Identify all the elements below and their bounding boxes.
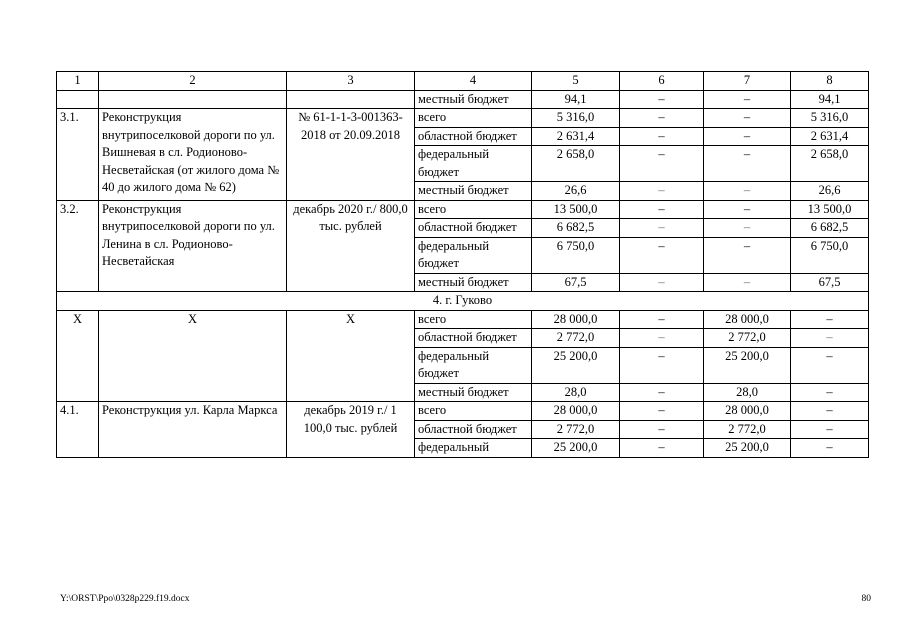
- value-cell: 5 316,0: [791, 109, 869, 128]
- num-cell: 3.1.: [57, 109, 99, 201]
- value-cell: –: [620, 90, 704, 109]
- value-cell: –: [791, 439, 869, 458]
- budget-cell: федеральный бюджет: [415, 237, 532, 273]
- value-cell: 25 200,0: [532, 347, 620, 383]
- table-header-row: [57, 72, 869, 91]
- financing-table: [56, 71, 869, 458]
- num-cell: Х: [57, 310, 99, 402]
- page-number: 80: [861, 594, 871, 604]
- value-cell: –: [704, 219, 791, 238]
- value-cell: –: [791, 310, 869, 329]
- value-cell: –: [620, 383, 704, 402]
- budget-cell: местный бюджет: [415, 182, 532, 201]
- value-cell: –: [620, 237, 704, 273]
- value-cell: 28,0: [704, 383, 791, 402]
- budget-cell: областной бюджет: [415, 329, 532, 348]
- value-cell: –: [791, 420, 869, 439]
- value-cell: 28 000,0: [532, 402, 620, 421]
- num-cell: 3.2.: [57, 200, 99, 292]
- num-cell: [57, 90, 99, 109]
- value-cell: 28 000,0: [704, 310, 791, 329]
- value-cell: 28 000,0: [704, 402, 791, 421]
- value-cell: 13 500,0: [532, 200, 620, 219]
- value-cell: –: [704, 237, 791, 273]
- budget-cell: областной бюджет: [415, 219, 532, 238]
- budget-cell: областной бюджет: [415, 420, 532, 439]
- name-cell: Реконструкция внутрипоселковой дороги по ул. Ленина в сл. Родионово-Несветайская: [99, 200, 287, 292]
- value-cell: 25 200,0: [704, 439, 791, 458]
- value-cell: –: [791, 383, 869, 402]
- value-cell: 2 772,0: [532, 329, 620, 348]
- value-cell: –: [620, 273, 704, 292]
- value-cell: 26,6: [791, 182, 869, 201]
- budget-cell: всего: [415, 109, 532, 128]
- value-cell: 2 772,0: [704, 420, 791, 439]
- value-cell: 25 200,0: [532, 439, 620, 458]
- section-heading-row: [57, 292, 869, 311]
- header-cell: 8: [791, 72, 869, 91]
- value-cell: –: [704, 90, 791, 109]
- header-cell: 1: [57, 72, 99, 91]
- num-cell: 4.1.: [57, 402, 99, 458]
- header-cell: 3: [287, 72, 415, 91]
- value-cell: –: [704, 109, 791, 128]
- value-cell: 28,0: [532, 383, 620, 402]
- doc-cell: Х: [287, 310, 415, 402]
- value-cell: –: [620, 347, 704, 383]
- value-cell: –: [620, 219, 704, 238]
- value-cell: 2 658,0: [532, 146, 620, 182]
- value-cell: –: [704, 146, 791, 182]
- value-cell: –: [620, 439, 704, 458]
- value-cell: –: [791, 402, 869, 421]
- value-cell: 67,5: [791, 273, 869, 292]
- name-cell: Х: [99, 310, 287, 402]
- budget-cell: местный бюджет: [415, 90, 532, 109]
- table-row: [57, 200, 869, 219]
- value-cell: –: [791, 347, 869, 383]
- value-cell: 94,1: [791, 90, 869, 109]
- value-cell: –: [620, 420, 704, 439]
- value-cell: 25 200,0: [704, 347, 791, 383]
- table-row: [57, 109, 869, 128]
- document-path: Y:\ORST\Ppo\0328p229.f19.docx: [60, 594, 190, 604]
- value-cell: –: [704, 200, 791, 219]
- value-cell: 2 772,0: [704, 329, 791, 348]
- table-row: [57, 402, 869, 421]
- doc-cell: № 61-1-1-3-001363-2018 от 20.09.2018: [287, 109, 415, 201]
- value-cell: 6 750,0: [532, 237, 620, 273]
- value-cell: 6 682,5: [532, 219, 620, 238]
- value-cell: 94,1: [532, 90, 620, 109]
- value-cell: –: [620, 127, 704, 146]
- value-cell: –: [704, 127, 791, 146]
- budget-cell: местный бюджет: [415, 273, 532, 292]
- value-cell: –: [620, 200, 704, 219]
- header-cell: 6: [620, 72, 704, 91]
- section-heading: 4. г. Гуково: [57, 292, 869, 311]
- value-cell: –: [620, 329, 704, 348]
- value-cell: –: [704, 182, 791, 201]
- budget-cell: всего: [415, 310, 532, 329]
- value-cell: –: [620, 310, 704, 329]
- header-cell: 5: [532, 72, 620, 91]
- value-cell: 2 631,4: [791, 127, 869, 146]
- value-cell: –: [791, 329, 869, 348]
- value-cell: –: [620, 146, 704, 182]
- value-cell: 67,5: [532, 273, 620, 292]
- doc-cell: [287, 90, 415, 109]
- value-cell: 28 000,0: [532, 310, 620, 329]
- value-cell: 5 316,0: [532, 109, 620, 128]
- header-cell: 4: [415, 72, 532, 91]
- doc-cell: декабрь 2020 г./ 800,0 тыс. рублей: [287, 200, 415, 292]
- budget-cell: всего: [415, 200, 532, 219]
- budget-cell: местный бюджет: [415, 383, 532, 402]
- value-cell: –: [620, 402, 704, 421]
- name-cell: Реконструкция ул. Карла Маркса: [99, 402, 287, 458]
- name-cell: Реконструкция внутрипоселковой дороги по ул. Вишневая в сл. Родионово-Несветайская (от жилого дома № 40 до жилого дома № 62): [99, 109, 287, 201]
- value-cell: 26,6: [532, 182, 620, 201]
- budget-cell: федеральный бюджет: [415, 347, 532, 383]
- budget-cell: федеральный бюджет: [415, 146, 532, 182]
- value-cell: –: [620, 109, 704, 128]
- budget-cell: областной бюджет: [415, 127, 532, 146]
- value-cell: 13 500,0: [791, 200, 869, 219]
- value-cell: 2 631,4: [532, 127, 620, 146]
- name-cell: [99, 90, 287, 109]
- value-cell: 6 682,5: [791, 219, 869, 238]
- header-cell: 2: [99, 72, 287, 91]
- budget-cell: всего: [415, 402, 532, 421]
- header-cell: 7: [704, 72, 791, 91]
- table-row: [57, 310, 869, 329]
- table-row: [57, 90, 869, 109]
- value-cell: –: [704, 273, 791, 292]
- doc-cell: декабрь 2019 г./ 1 100,0 тыс. рублей: [287, 402, 415, 458]
- value-cell: 2 658,0: [791, 146, 869, 182]
- value-cell: –: [620, 182, 704, 201]
- budget-cell: федеральный: [415, 439, 532, 458]
- value-cell: 6 750,0: [791, 237, 869, 273]
- value-cell: 2 772,0: [532, 420, 620, 439]
